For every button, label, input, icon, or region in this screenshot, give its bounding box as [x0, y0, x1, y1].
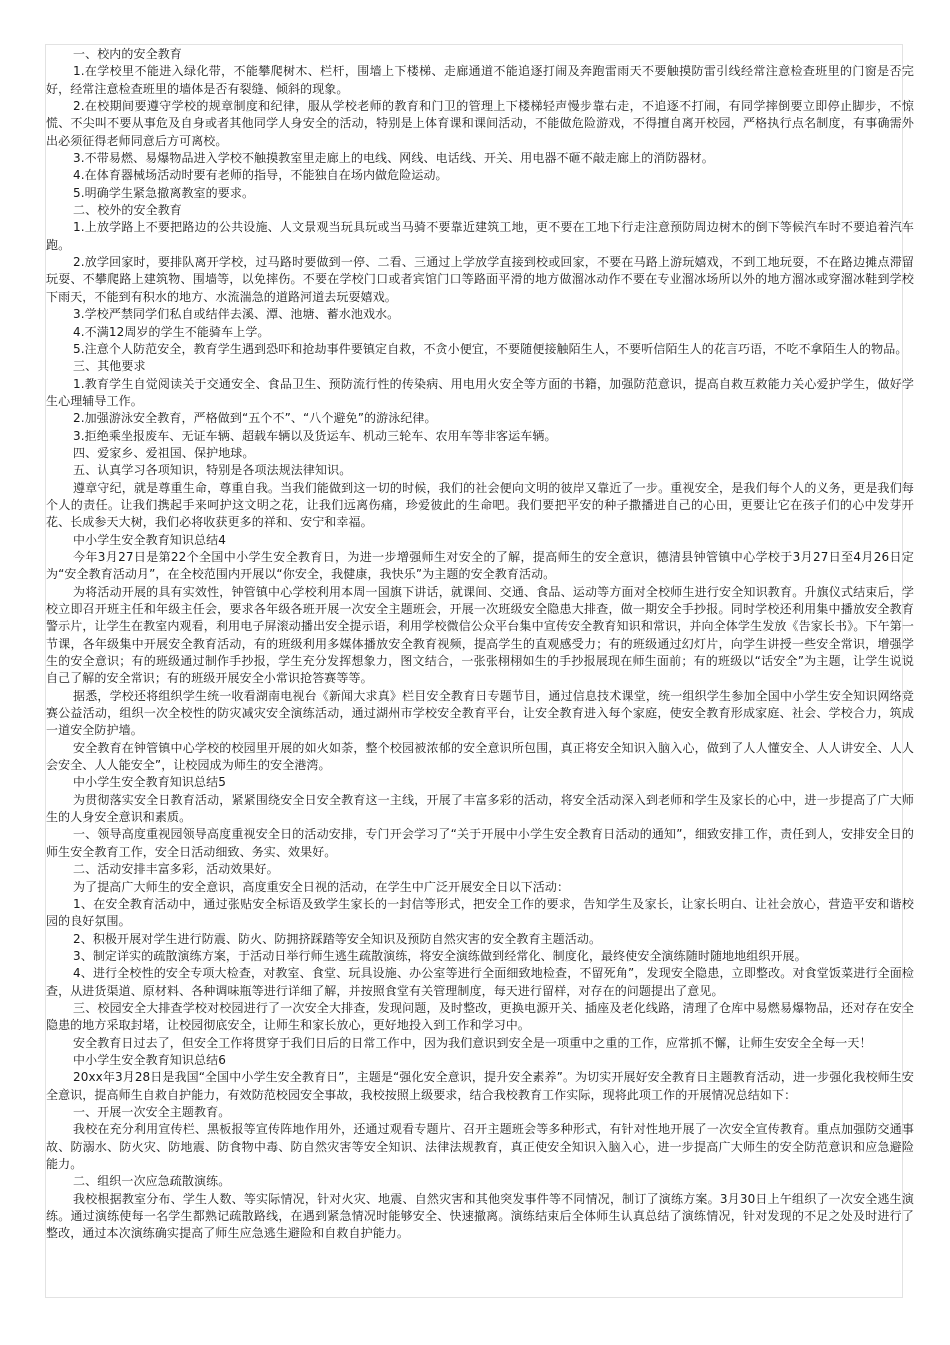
paragraph: 2.加强游泳安全教育，严格做到“五个不”、“八个避免”的游泳纪律。	[73, 411, 437, 426]
paragraph: 1.教育学生自觉阅读关于交通安全、食品卫生、预防流行性的传染病、用电用火安全等方面的书籍，加强防范意识，提高自救互救能力关心爱护学生，做好学生心理辅导工作。	[46, 376, 914, 408]
paragraph: 2、积极开展对学生进行防震、防火、防拥挤踩踏等安全知识及预防自然灾害的安全教育主题活动。	[73, 931, 602, 946]
paragraph: 我校在充分利用宣传栏、黑板报等宣传阵地作用外，还通过观看专题片、召开主题班会等多种形式，有针对性地开展了一次安全宣传教育。重点加强防交通事故、防溺水、防火灾、防地震、防食物中毒、防自然灾害等安全知识、法律法规教育，真正使安全知识入脑入心，进一步提高广大师生的安全防范意识和应急避险能力。	[46, 1122, 914, 1171]
paragraph: 5.明确学生紧急撤离教室的要求。	[73, 185, 255, 200]
paragraph: 4、进行全校性的安全专项大检查，对教室、食堂、玩具设施、办公室等进行全面细致地检查，不留死角”，发现安全隐患，立即整改。对食堂饭菜进行全面检查，从进货渠道、原材料、各种调味瓶等进行详细了解，并按照食堂有关管理制度，每天进行留样，对存在的问题提出了意见。	[46, 966, 914, 998]
section-heading: 一、校内的安全教育	[73, 47, 182, 61]
paragraph: 3、制定详实的疏散演练方案，于活动日举行师生逃生疏散演练，将安全演练做到经常化、制度化，最终使安全演练随时随地地组织开展。	[73, 948, 807, 963]
paragraph: 我校根据教室分布、学生人数、等实际情况，针对火灾、地震、自然灾害和其他突发事件等不同情况，制订了演练方案。3月30日上午组织了一次安全逃生演练。通过演练使每一名学生都熟记疏散路线，在遇到紧急情况时能够安全、快速撤离。演练结束后全体师生认真总结了演练情况，针对发现的不足之处及时进行了整改，通过本次演练确实提高了师生应急逃生避险和自救自护能力。	[46, 1191, 914, 1241]
paragraph: 为了提高广大师生的安全意识，高度重安全日视的活动，在学生中广泛开展安全日以下活动：	[73, 879, 570, 894]
article-title: 中小学生安全教育知识总结6	[73, 1052, 226, 1067]
section-heading: 二、组织一次应急疏散演练。	[73, 1174, 231, 1189]
paragraph: 2.放学回家时，要排队离开学校，过马路时要做到一停、二看、三通过上学放学直接到校或回家，不要在马路上游玩嬉戏，不到工地玩耍，不在路边摊点滞留玩耍、不攀爬路上建筑物、围墙等，以免摔伤。不要在学校门口或者宾馆门口等路面平滑的地方做溜冰动作不要在专业溜冰场所以外的地方溜冰或穿溜冰鞋到学校下雨天，不能到有积水的地方、水流湍急的道路河道去玩耍嬉戏。	[46, 255, 914, 304]
paragraph: 4.在体育器械场活动时要有老师的指导，不能独自在场内做危险运动。	[73, 168, 448, 183]
paragraph: 5.注意个人防范安全，教育学生遇到恐吓和抢劫事件要镇定自救，不贪小便宜，不要随便接触陌生人，不要听信陌生人的花言巧语，不吃不拿陌生人的物品。	[73, 341, 908, 356]
paragraph: 三、校园安全大排查学校对校园进行了一次安全大排查，发现问题，及时整改，更换电源开关、插座及老化线路，清理了仓库中易燃易爆物品，还对存在安全隐患的地方采取封堵，让校园彻底安全，让师生和家长放心，更好地投入到工作和学习中。	[46, 1000, 914, 1033]
article-title: 中小学生安全教育知识总结4	[73, 532, 226, 547]
paragraph: 为贯彻落实安全日教育活动，紧紧围绕安全日安全教育这一主线，开展了丰富多彩的活动，将安全活动深入到老师和学生及家长的心中，进一步提高了广大师生的人身安全意识和素质。	[46, 792, 914, 825]
paragraph: 为将活动开展的具有实效性，钟管镇中心学校利用本周一国旗下讲话，就课间、交通、食品、运动等方面对全校师生进行安全知识教育。升旗仪式结束后，学校立即召开班主任和年级主任会，要求各年级各班开展一次安全主题班会，开展一次班级安全隐患大排查，做一期安全手抄报。同时学校还利用集中播放安全教育警示片，让学生在教室内观看，利用电子屏滚动播出安全提示语，利用学校微信公众平台集中宣传安全教育知识和常识，并向全体学生发放《告家长书》。下午第一节课，各年级集中开展安全教育活动，有的班级利用多媒体播放安全教育视频，提高学生的直观感受力；有的班级通过幻灯片，向学生讲授一些安全常识，增强学生的安全意识；有的班级通过制作手抄报，学生充分发挥想象力，图文结合，一张张栩栩如生的手抄报展现在师生面前；有的班级以“话安全”为主题，让学生说说自己了解的安全常识；有的班级开展安全小常识抢答赛等等。	[46, 584, 914, 686]
paragraph: 1、在安全教育活动中，通过张贴安全标语及致学生家长的一封信等形式，把安全工作的要求，告知学生及家长，让家长明白、让社会放心，营造平安和谐校园的良好氛围。	[46, 896, 914, 929]
paragraph: 一、领导高度重视园领导高度重视安全日的活动安排，专门开会学习了“关于开展中小学生安全教育日活动的通知”，细致安排工作，责任到人，安排安全日的师生安全教育工作，安全日活动细致、务实、效果好。	[46, 827, 914, 859]
paragraph: 遵章守纪，就是尊重生命，尊重自我。当我们能做到这一切的时候，我们的社会便向文明的彼岸又靠近了一步。重视安全，是我们每个人的义务，更是我们每个人的责任。让我们携起手来呵护这文明之花，让我们远离伤痛，珍爱彼此的生命吧。我们要把平安的种子撒播进自己的心田，更要让它在孩子们的心中发芽开花、长成参天大树，我们必将收获更多的祥和、安宁和幸福。	[46, 480, 914, 530]
paragraph: 20xx年3月28日是我国“全国中小学生安全教育日”，主题是“强化安全意识，提升安全素养”。为切实开展好安全教育日主题教育活动，进一步强化我校师生安全意识，提高师生自救自护能力，有效防范校园安全事故，我校按照上级要求，结合我校教育工作实际，现将此项工作的开展情况总结如下：	[46, 1070, 914, 1102]
section-heading: 一、开展一次安全主题教育。	[73, 1104, 231, 1119]
paragraph: 安全教育在钟管镇中心学校的校园里开展的如火如荼，整个校园被浓郁的安全意识所包围，真正将安全知识入脑入心，做到了人人懂安全、人人讲安全、人人会安全、人人能安全”，让校园成为师生的安全港湾。	[46, 740, 914, 773]
paragraph: 3.不带易燃、易爆物品进入学校不触摸教室里走廊上的电线、网线、电话线、开关、用电器不砸不敲走廊上的消防器材。	[73, 151, 714, 166]
paragraph: 2.在校期间要遵守学校的规章制度和纪律，服从学校老师的教育和门卫的管理上下楼梯轻声慢步靠右走，不追逐不打闹，有同学摔倒要立即停止脚步，不惊慌、不尖叫不要从事危及自身或者其他同学人身安全的活动，特别是上体育课和课间活动，不能做危险游戏，不得擅自离开校园，严格执行点名制度，有事确需外出必须征得老师同意后方可离校。	[46, 99, 914, 148]
article-title: 中小学生安全教育知识总结5	[73, 775, 226, 790]
paragraph: 3.拒绝乘坐报废车、无证车辆、超载车辆以及货运车、机动三轮车、农用车等非客运车辆。	[73, 428, 557, 443]
paragraph: 1.在学校里不能进入绿化带，不能攀爬树木、栏杆，围墙上下楼梯、走廊通道不能追逐打闹及奔跑雷雨天不要触摸防雷引线经常注意检查班里的门窗是否完好，经常注意检查班里的墙体是否有裂缝、倾斜的现象。	[46, 64, 914, 96]
paragraph: 安全教育日过去了，但安全工作将贯穿于我们日后的日常工作中，因为我们意识到安全是一项重中之重的工作，应常抓不懈，让师生安安全全每一天！	[73, 1035, 872, 1050]
section-heading: 三、其他要求	[73, 359, 146, 374]
document-body	[46, 46, 914, 1243]
section-heading: 二、校外的安全教育	[73, 203, 182, 218]
section-heading: 四、爱家乡、爱祖国、保护地球。	[73, 445, 255, 460]
paragraph: 据悉，学校还将组织学生统一收看湖南电视台《新闻大求真》栏目安全教育日专题节目，通过信息技术课堂，统一组织学生参加全国中小学生安全知识网络竞赛公益活动，组织一次全校性的防灾减灾安全演练活动，通过湖州市学校安全教育平台，让安全教育进入每个家庭，使安全教育形成家庭、社会、学校合力，筑成一道安全防护墙。	[46, 688, 914, 738]
paragraph: 今年3月27日是第22个全国中小学生安全教育日，为进一步增强师生对安全的了解，提高师生的安全意识，德清县钟管镇中心学校于3月27日至4月26日定为“安全教育活动月”，在全校范围内开展以“你安全，我健康，我快乐”为主题的安全教育活动。	[46, 549, 914, 582]
section-heading: 五、认真学习各项知识，特别是各项法规法律知识。	[73, 463, 352, 478]
paragraph: 4.不满12周岁的学生不能骑车上学。	[73, 324, 270, 339]
section-heading: 二、活动安排丰富多彩，活动效果好。	[73, 862, 279, 877]
paragraph: 1.上放学路上不要把路边的公共设施、人文景观当玩具玩或当马骑不要靠近建筑工地，更不要在工地下行走注意预防周边树木的倒下等候汽车时不要追着汽车跑。	[46, 220, 914, 252]
paragraph: 3.学校严禁同学们私自或结伴去溪、潭、池塘、蓄水池戏水。	[73, 307, 400, 322]
